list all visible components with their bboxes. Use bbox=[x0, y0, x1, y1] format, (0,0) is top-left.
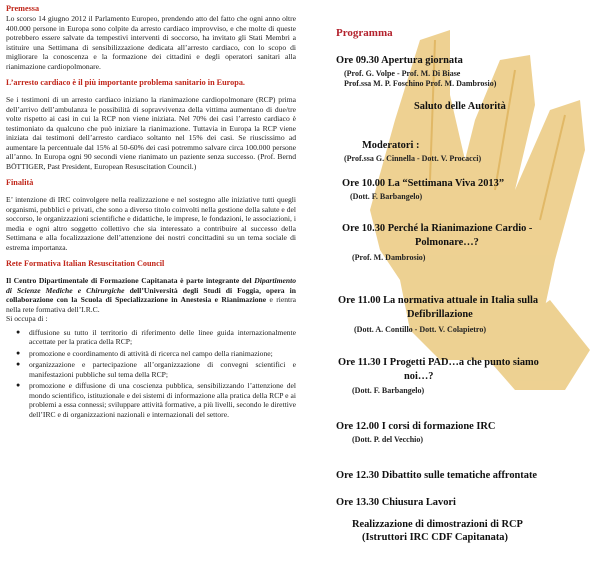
rete-intro bbox=[6, 276, 296, 314]
list-item: ● organizzazione e partecipazione all’organizzazione di convegni scientifici e manifestazioni pubbliche sul tema della RCP; bbox=[6, 360, 296, 379]
rete-intro-a: Il Centro Dipartimentale di Formazione Capitanata è parte integrante del bbox=[6, 276, 255, 285]
item-1030-speaker: (Prof. M. Dambrosio) bbox=[352, 253, 426, 262]
list-item: ● diffusione su tutto il territorio di riferimento delle linee guida internazionalmente accettate per la pratica della RCP; bbox=[6, 328, 296, 347]
item-moderatori: Moderatori : bbox=[362, 140, 420, 151]
item-1230: Ore 12.30 Dibattito sulle tematiche affrontate bbox=[336, 470, 538, 481]
rete-bullets bbox=[6, 328, 296, 420]
finalita-heading: Finalità bbox=[6, 178, 34, 187]
item-1100-line2: Defibrillazione bbox=[407, 309, 473, 320]
list-item: ● promozione e diffusione di una coscienza pubblica, sensibilizzando l’attenzione del mondo scientifico, istituzionale e dei sistemi di informazione alla pratica della RCP e ai problemi a essa connessi; sviluppare attività formative, a più livelli, secondo le direttive dell’IRC e di organizzazioni nazionali e internazionali del settore. bbox=[6, 381, 296, 419]
item-1130: Ore 11.30 I Progetti PAD…a che punto siamo bbox=[338, 357, 539, 368]
rete-intro-c: e rientra nella rete formativa dell’I.R.C. bbox=[6, 295, 297, 314]
item-1330: Ore 13.30 Chiusura Lavori bbox=[336, 497, 456, 508]
item-1200-speaker: (Dott. P. del Vecchio) bbox=[352, 435, 424, 444]
item-dimostrazioni: Realizzazione di dimostrazioni di RCP bbox=[352, 519, 523, 530]
item-1000: Ore 10.00 La “Settimana Viva 2013” bbox=[342, 178, 505, 189]
item-1130-speaker: (Dott. F. Barbangelo) bbox=[352, 386, 425, 395]
left-column bbox=[6, 4, 296, 421]
finalita-body: E’ intenzione di IRC coinvolgere nella realizzazione e nel sostegno alle iniziative tutti quegli organismi, pubblici e privati, che sono a diverso titolo coinvolti nella gestione della salute e del soccorso, le organizzazioni scientifiche e didattiche, le imprese, le fondazioni, le associazioni, i media e ogni altro soggetto collettivo che sia interessato a contribuire al successo della Settimana e alla focalizzazione dell’attenzione dei nostri concittadini su un tema sociale di estrema importanza. bbox=[6, 195, 296, 252]
arresto-body: Se i testimoni di un arresto cardiaco iniziano la rianimazione cardiopolmonare (RCP) prima dell’arrivo dell’ambulanza le possibilità di sopravvivenza della vittima aumentano di due/tre volte rispetto ai casi in cui la RCP non viene iniziata. Nel 70% dei casi l’arresto cardiaco è testimoniato da qualcuno che può iniziare la rianimazione. Tuttavia in Europa la RCP viene iniziata dai testimoni dell’arresto cardiaco soltanto nel 15% dei casi. Se riuscissimo ad aumentare la percentuale dal 15% al 50-60% dei casi potremmo salvare circa 100.000 persone all’anno. In Europa ogni 90 secondi viene rianimato un paziente senza successo. (Prof. Bernd BÖTTIGER, Past President, European Resuscitation Council.) bbox=[6, 95, 296, 171]
item-1030: Ore 10.30 Perché la Rianimazione Cardio - bbox=[342, 223, 533, 234]
rete-heading: Rete Formativa Italian Resuscitation Council bbox=[6, 259, 165, 268]
item-1100-speakers: (Dott. A. Contillo - Dott. V. Colapietro) bbox=[354, 325, 486, 334]
item-1030-line2: Polmonare…? bbox=[415, 237, 479, 248]
item-0930-speakers: (Prof. G. Volpe - Prof. M. Di Biase bbox=[344, 69, 461, 78]
item-0930-speakers-2: Prof.ssa M. P. Foschino Prof. M. Dambrosio) bbox=[344, 79, 497, 88]
item-1000-speaker: (Dott. F. Barbangelo) bbox=[350, 192, 423, 201]
item-saluto: Saluto delle Autorità bbox=[414, 101, 506, 112]
item-dimostrazioni-line2: (Istruttori IRC CDF Capitanata) bbox=[362, 532, 508, 543]
premessa-body: Lo scorso 14 giugno 2012 il Parlamento Europeo, prendendo atto del fatto che ogni anno oltre 400.000 persone in Europa sono colpite da arresto cardiaco improvviso, e che molte di queste potrebbero essere salvate da tempestivi interventi di soccorso, ha invitato gli Stati Membri a istituire una Settimana di sensibilizzazione dedicata all’arresto cardiaco, con lo scopo di migliorare la conoscenza e la formazione dei cittadini e degli operatori sanitari alla rianimazione cardiopolmonare. bbox=[6, 14, 296, 71]
arresto-heading: L’arresto cardiaco è il più importante problema sanitario in Europa. bbox=[6, 78, 245, 87]
rete-intro-b: dell’Università degli Studi di Foggia, opera in collaborazione con la Scuola di Specializzazione in Anestesia e Rianimazione bbox=[6, 285, 296, 304]
rete-intro-dept: Dipartimento di Scienze Mediche e Chirurgiche bbox=[6, 276, 296, 295]
premessa-heading: Premessa bbox=[6, 4, 40, 13]
item-0930: Ore 09.30 Apertura giornata bbox=[336, 55, 463, 66]
list-item: ● promozione e coordinamento di attività di ricerca nel campo della rianimazione; bbox=[6, 349, 296, 359]
programma-title: Programma bbox=[336, 27, 393, 39]
programma-panel bbox=[300, 0, 600, 581]
item-1130-line2: noi…? bbox=[404, 371, 434, 382]
item-moderatori-names: (Prof.ssa G. Cinnella - Dott. V. Procacci) bbox=[344, 154, 482, 163]
item-1100: Ore 11.00 La normativa attuale in Italia sulla bbox=[338, 295, 539, 306]
si-occupa: Si occupa di : bbox=[6, 314, 48, 323]
item-1200: Ore 12.00 I corsi di formazione IRC bbox=[336, 421, 496, 432]
